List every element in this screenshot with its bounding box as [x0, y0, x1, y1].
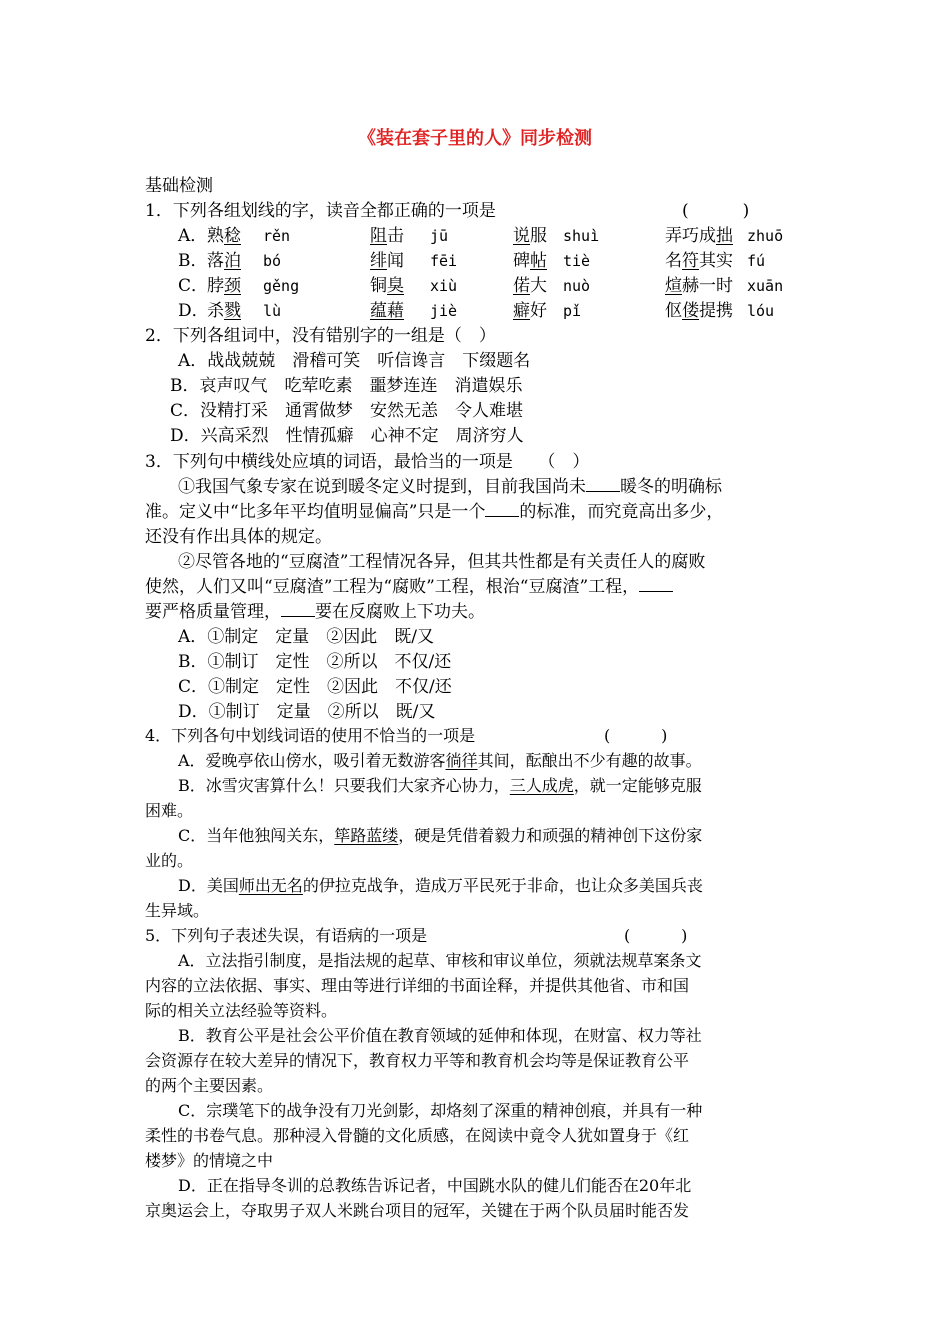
q3-passage-1-line-2: 准。定义中“比多年平均值明显偏高”只是一个 的标准，而究竟高出多少， [145, 502, 724, 522]
q3-option-a: A．①制定 定量 ②因此 既/又 [178, 627, 435, 647]
q1-pinyin: lù [263, 302, 282, 320]
q4-option-b: B．冰雪灾害算什么！只要我们大家齐心协力，三人成虎，就一定能够克服 [178, 776, 702, 795]
q1-underlined-char: 稔 [224, 226, 241, 246]
q1-underlined-char: 蕴藉 [370, 301, 404, 321]
q3-option-b: B．①制订 定性 ②所以 不仅/还 [178, 652, 452, 672]
q5-option-c-line-1: C．宗璞笔下的战争没有刀光剑影，却烙刻了深重的精神创痕，并具有一种 [178, 1101, 703, 1120]
q2-option-a: A．战战兢兢 滑稽可笑 听信谗言 下缀题名 [178, 351, 531, 371]
q1-option-word [370, 299, 404, 323]
q4-option-d-cont: 生异域。 [145, 901, 210, 920]
q1-underlined-char: 偻 [682, 301, 699, 321]
q5-option-b-line-3: 的两个主要因素。 [145, 1076, 274, 1095]
q3-passage-1-line-1: ①我国气象专家在说到暖冬定义时提到，目前我国尚未 暖冬的明确标 [178, 477, 722, 497]
q1-option-word: 煊赫一时 [665, 276, 733, 296]
q1-underlined-char: 拙 [716, 226, 733, 246]
q3-blank-1 [586, 475, 620, 492]
q1-option-word: 脖颈 [207, 276, 241, 296]
q3-blank-2 [485, 500, 519, 517]
q1-pinyin: jū [430, 227, 449, 245]
q1-pinyin: zhuō [747, 227, 784, 245]
q1-underlined-char: 臭 [387, 276, 404, 296]
q1-pinyin: rěn [263, 227, 291, 245]
q1-underlined-char: 煊 [665, 276, 682, 296]
q1-pinyin: xiù [430, 277, 458, 295]
q1-pinyin: xuān [747, 277, 784, 295]
q1-option-word: 熟稔 [207, 226, 241, 246]
q4-option-c-cont: 业的。 [145, 851, 194, 870]
q1-option-word: 说服 [513, 226, 547, 246]
q1-option-label: C． [178, 276, 209, 296]
q1-option-word: 阻击 [370, 226, 404, 246]
q1-underlined-char: 阻 [370, 226, 387, 246]
q1-answer-paren: ( ) [682, 201, 750, 221]
q3-passage-1-line-3: 还没有作出具体的规定。 [145, 527, 332, 547]
q1-option-word: 名符其实 [665, 251, 733, 271]
q1-pinyin: gěng [263, 277, 300, 295]
q1-pinyin: nuò [563, 277, 591, 295]
q5-option-a-line-1: A．立法指引制度，是指法规的起草、审核和审议单位，须就法规草案条文 [178, 951, 702, 970]
q5-option-c-line-3: 楼梦》的情境之中 [145, 1151, 274, 1170]
q3-passage-2-line-1: ②尽管各地的“豆腐渣”工程情况各异，但其共性都是有关责任人的腐败 [178, 552, 706, 572]
q4-option-b-cont: 困难。 [145, 801, 194, 820]
q1-option-word: 癖好 [513, 301, 547, 321]
q4-option-c: C．当年他独闯关东，筚路蓝缕，硬是凭借着毅力和顽强的精神创下这份家 [178, 826, 703, 845]
page-title: 《装在套子里的人》同步检测 [358, 128, 592, 149]
q5-option-d-line-1: D．正在指导冬训的总教练告诉记者，中国跳水队的健儿们能否在20年北 [178, 1176, 692, 1195]
q3-stem: 3．下列句中横线处应填的词语，最恰当的一项是 （ ） [145, 452, 590, 472]
q1-pinyin: fú [747, 252, 766, 270]
q1-option-label: D． [178, 301, 209, 321]
q3-passage-2-line-3: 要严格质量管理， 要在反腐败上下功夫。 [145, 602, 485, 622]
q1-option-word: 偌大 [513, 276, 547, 296]
q1-pinyin: fēi [430, 252, 458, 270]
q1-stem: 1．下列各组划线的字，读音全都正确的一项是 [145, 201, 496, 221]
q5-stem: 5．下列句子表述失误，有语病的一项是 [145, 926, 428, 945]
q1-underlined-char: 绯 [370, 251, 387, 271]
q1-pinyin: pǐ [563, 302, 582, 320]
q5-option-d-line-2: 京奥运会上，夺取男子双人米跳台项目的冠军，关键在于两个队员届时能否发 [145, 1201, 690, 1220]
q1-underlined-char: 癖 [513, 301, 530, 321]
q2-option-c: C．没精打采 通霄做梦 安然无恙 令人难堪 [170, 401, 524, 421]
q5-option-b-line-2: 会资源存在较大差异的情况下，教育权力平等和教育机会均等是保证教育公平 [145, 1051, 690, 1070]
q1-option-label: B． [178, 251, 208, 271]
q1-underlined-char: 泊 [224, 251, 241, 271]
q1-option-word: 伛偻提携 [665, 301, 733, 321]
q5-answer-paren: ( ) [624, 926, 688, 945]
q1-underlined-char: 帖 [530, 251, 547, 271]
q1-option-word: 碑帖 [513, 251, 547, 271]
q1-underlined-char: 戮 [224, 301, 241, 321]
q5-option-a-line-3: 际的相关立法经验等资料。 [145, 1001, 338, 1020]
q1-option-word: 绯闻 [370, 251, 404, 271]
q2-stem: 2．下列各组词中，没有错别字的一组是（ ） [145, 326, 496, 346]
q5-option-c-line-2: 柔性的书卷气息。那种浸入骨髓的文化质感，在阅读中竟令人犹如置身于《红 [145, 1126, 690, 1145]
q4-stem: 4．下列各句中划线词语的使用不恰当的一项是 [145, 726, 476, 745]
q3-passage-2-line-2: 使然，人们又叫“豆腐渣”工程为“腐败”工程，根治“豆腐渣”工程， [145, 575, 673, 599]
q1-underlined-char: 偌 [513, 276, 530, 296]
q3-option-d: D．①制订 定量 ②所以 既/又 [178, 702, 436, 722]
q1-underlined-char: 说 [513, 226, 530, 246]
q3-blank-4 [281, 600, 315, 617]
q1-pinyin: lóu [747, 302, 775, 320]
q2-option-d: D．兴高采烈 性情孤癖 心神不定 周济穷人 [170, 426, 524, 446]
q3-blank-3 [639, 575, 673, 592]
q1-pinyin: jiè [430, 302, 458, 320]
section-heading: 基础检测 [145, 176, 213, 196]
q1-option-word: 落泊 [207, 251, 241, 271]
q3-option-c: C．①制定 定性 ②因此 不仅/还 [178, 677, 452, 697]
q1-pinyin: tiè [563, 252, 591, 270]
q1-underlined-char: 符 [682, 251, 699, 271]
q5-option-b-line-1: B．教育公平是社会公平价值在教育领域的延伸和体现，在财富、权力等社 [178, 1026, 702, 1045]
q1-underlined-char: 颈 [224, 276, 241, 296]
q5-option-a-line-2: 内容的立法依据、事实、理由等进行详细的书面诠释，并提供其他省、市和国 [145, 976, 690, 995]
q1-option-word: 弄巧成拙 [665, 226, 733, 246]
q1-option-word: 铜臭 [370, 276, 404, 296]
q1-option-word: 杀戮 [207, 301, 241, 321]
q1-pinyin: shuì [563, 227, 600, 245]
q2-option-b: B．哀声叹气 吃荤吃素 噩梦连连 消遣娱乐 [170, 376, 523, 396]
q4-option-a: A．爱晚亭依山傍水，吸引着无数游客徜徉其间，酝酿出不少有趣的故事。 [178, 751, 702, 770]
q4-option-d: D．美国师出无名的伊拉克战争，造成万平民死于非命，也让众多美国兵丧 [178, 876, 703, 895]
q4-answer-paren: ( ) [604, 726, 668, 745]
q1-option-label: A． [178, 226, 208, 246]
q1-pinyin: bó [263, 252, 282, 270]
